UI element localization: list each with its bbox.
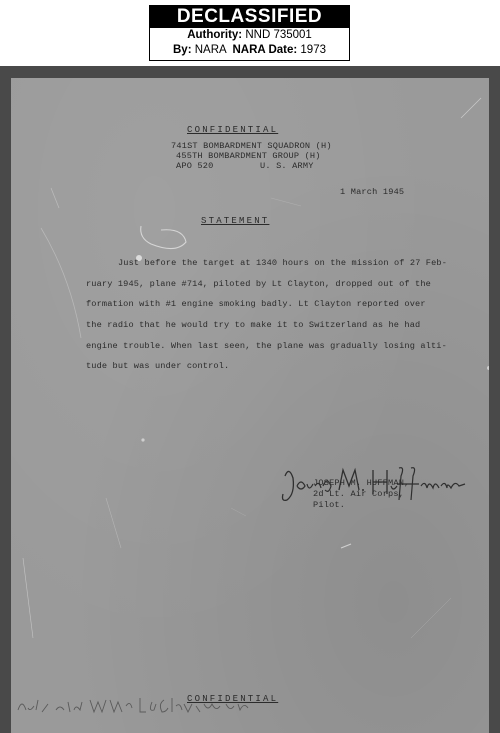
stamp-title: DECLASSIFIED (150, 6, 349, 28)
body-line-4: the radio that he would try to make it to Switzerland as he had (86, 320, 421, 330)
body-line-2: ruary 1945, plane #714, piloted by Lt Clayton, dropped out of the (86, 279, 431, 289)
stamp-by-value: NARA (194, 44, 227, 56)
stamp-authority-label: Authority: (187, 29, 243, 41)
stamp-by-label: By: (173, 44, 192, 56)
body-line-1: Just before the target at 1340 hours on the mission of 27 Feb- (118, 258, 448, 268)
body-line-6: tude but was under control. (86, 361, 230, 371)
document-heading: STATEMENT (201, 216, 270, 226)
unit-line-squadron: 741ST BOMBARDMENT SQUADRON (H) (171, 141, 332, 151)
signature-title: Pilot. (313, 500, 346, 510)
stamp-authority-value: NND 735001 (245, 29, 312, 41)
document-date: 1 March 1945 (340, 187, 405, 197)
handwritten-annotation (14, 690, 254, 720)
declassification-stamp (149, 5, 350, 61)
stamp-date-value: 1973 (300, 44, 326, 56)
paper-sheet (11, 78, 489, 733)
body-line-3: formation with #1 engine smoking badly. Lt Clayton reported over (86, 299, 426, 309)
stamp-date-label: NARA Date: (232, 44, 298, 56)
stamp-authority-line (150, 28, 349, 43)
scanned-page (0, 66, 500, 733)
classification-top: CONFIDENTIAL (187, 125, 279, 135)
scan-scratches (11, 78, 489, 733)
stamp-by-line (150, 43, 349, 58)
signature-name: JOSEPH M. HUFFMAN, (313, 478, 410, 488)
signature-rank: 2d Lt. Air Corps, (313, 489, 405, 499)
classification-bottom: CONFIDENTIAL (187, 694, 279, 704)
unit-line-army: U. S. ARMY (260, 161, 314, 171)
body-line-5: engine trouble. When last seen, the plane was gradually losing alti- (86, 341, 447, 351)
unit-line-apo: APO 520 (176, 161, 214, 171)
unit-line-group: 455TH BOMBARDMENT GROUP (H) (176, 151, 321, 161)
